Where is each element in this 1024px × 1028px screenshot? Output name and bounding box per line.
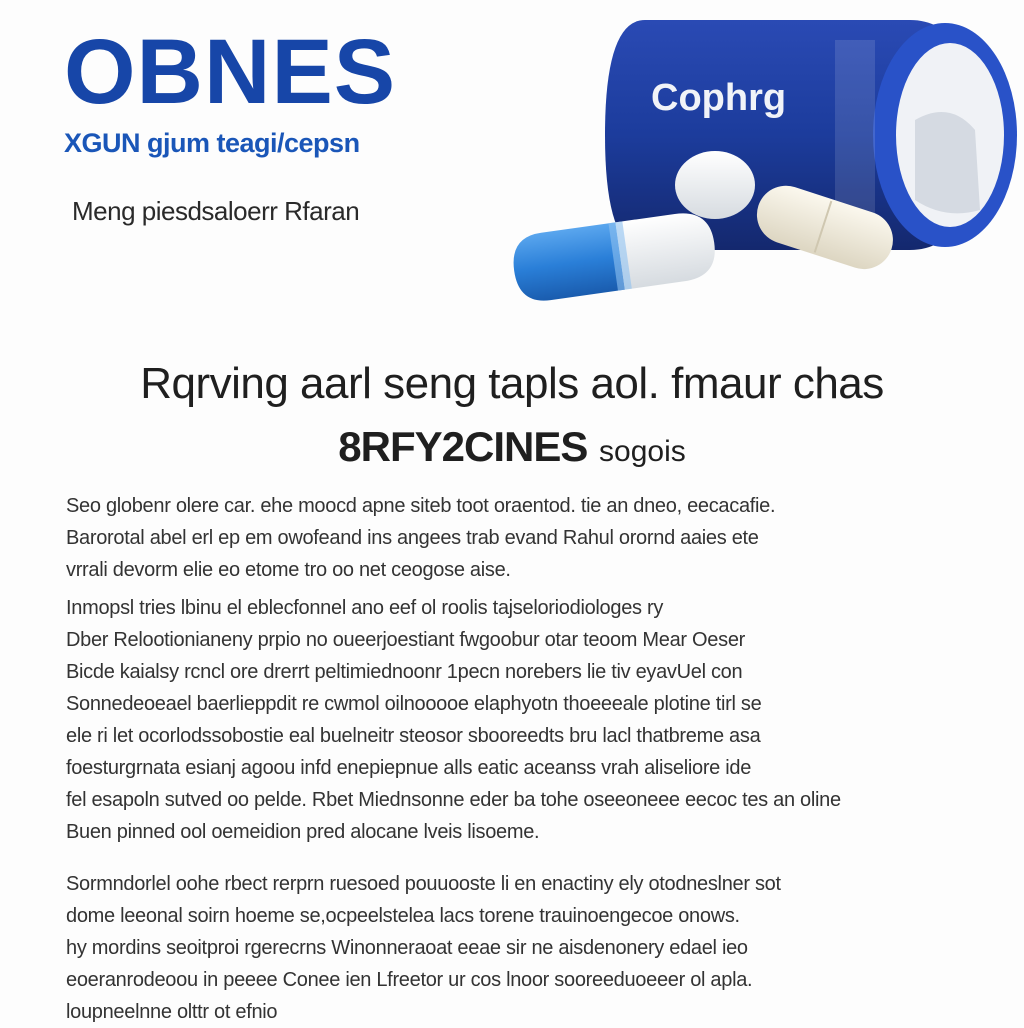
paragraph-2 [66, 592, 978, 848]
subline-code: 8RFY2CINES [338, 423, 588, 470]
paragraph-line: Buen pinned ool oemeidion pred alocane lveis lisoeme. [66, 821, 540, 843]
paragraph-line: Seo globenr olere car. ehe moocd apne siteb toot oraentod. tie an dneo, eecacafie. [66, 495, 776, 517]
paragraph-line: Dber Relootionianeny prpio no oueerjoestiant fwgoobur otar teoom Mear Oeser [66, 629, 746, 651]
paragraph-line: Bicde kaialsy rcncl ore drerrt peltimiednoonr 1pecn norebers lie tiv eyavUel con [66, 661, 743, 683]
capsule-blue-white [509, 209, 718, 304]
product-image [505, 10, 1024, 310]
brand-logo: OBNES [64, 21, 397, 123]
paragraph-line: hy mordins seoitproi rgerecrns Winonneraoat eeae sir ne aisdenonery edael ieo [66, 937, 748, 959]
paragraph-line: ele ri let ocorlodssobostie eal buelneitr steosor sbooreedts bru lacl thatbreme asa [66, 725, 761, 747]
paragraph-line: Sonnedeoeael baerlieppdit re cwmol oilnooooe elaphyotn thoeeeale plotine tirl se [66, 693, 762, 715]
pill-white [675, 151, 755, 219]
paragraph-line: loupneelnne olttr ot efnio [66, 1001, 278, 1023]
paragraph-line: dome leeonal soirn hoeme se,ocpeelstelea lacs torene trauinoengecoe onows. [66, 905, 740, 927]
paragraph-line: fel esapoln sutved oo pelde. Rbet Miednsonne eder ba tohe oseeoneee eecoc tes an oline [66, 789, 841, 811]
bottle-label: Cophrg [651, 77, 787, 119]
paragraph-3 [66, 868, 978, 1028]
paragraph-line: Inmopsl tries lbinu el eblecfonnel ano eef ol roolis tajseloriodiologes ry [66, 597, 664, 619]
paragraph-line: eoeranrodeoou in peeee Conee ien Lfreetor ur cos lnoor sooreeduoeeer ol apla. [66, 969, 753, 991]
paragraph-line: vrrali devorm elie eo etome tro oo net ceogose aise. [66, 559, 511, 581]
paragraph-line: Barorotal abel erl ep em owofeand ins angees trab evand Rahul orornd aaies ete [66, 527, 759, 549]
subline-suffix: sogois [599, 435, 686, 468]
paragraph-line: Sormndorlel oohe rbect rerprn ruesoed pouuooste li en enactiny ely otodneslner sot [66, 873, 781, 895]
brand-tagline: XGUN gjum teagi/cepsn [64, 128, 360, 158]
article-headline: Rqrving aarl seng tapls aol. fmaur chas [140, 359, 884, 408]
article-subline [0, 423, 1024, 470]
paragraph-1 [66, 490, 978, 586]
paragraph-line: foesturgrnata esianj agoou infd enepiepnue alls eatic aceanss vrah aliseliore ide [66, 757, 752, 779]
page-subhead: Meng piesdsaloerr Rfaran [72, 196, 360, 226]
